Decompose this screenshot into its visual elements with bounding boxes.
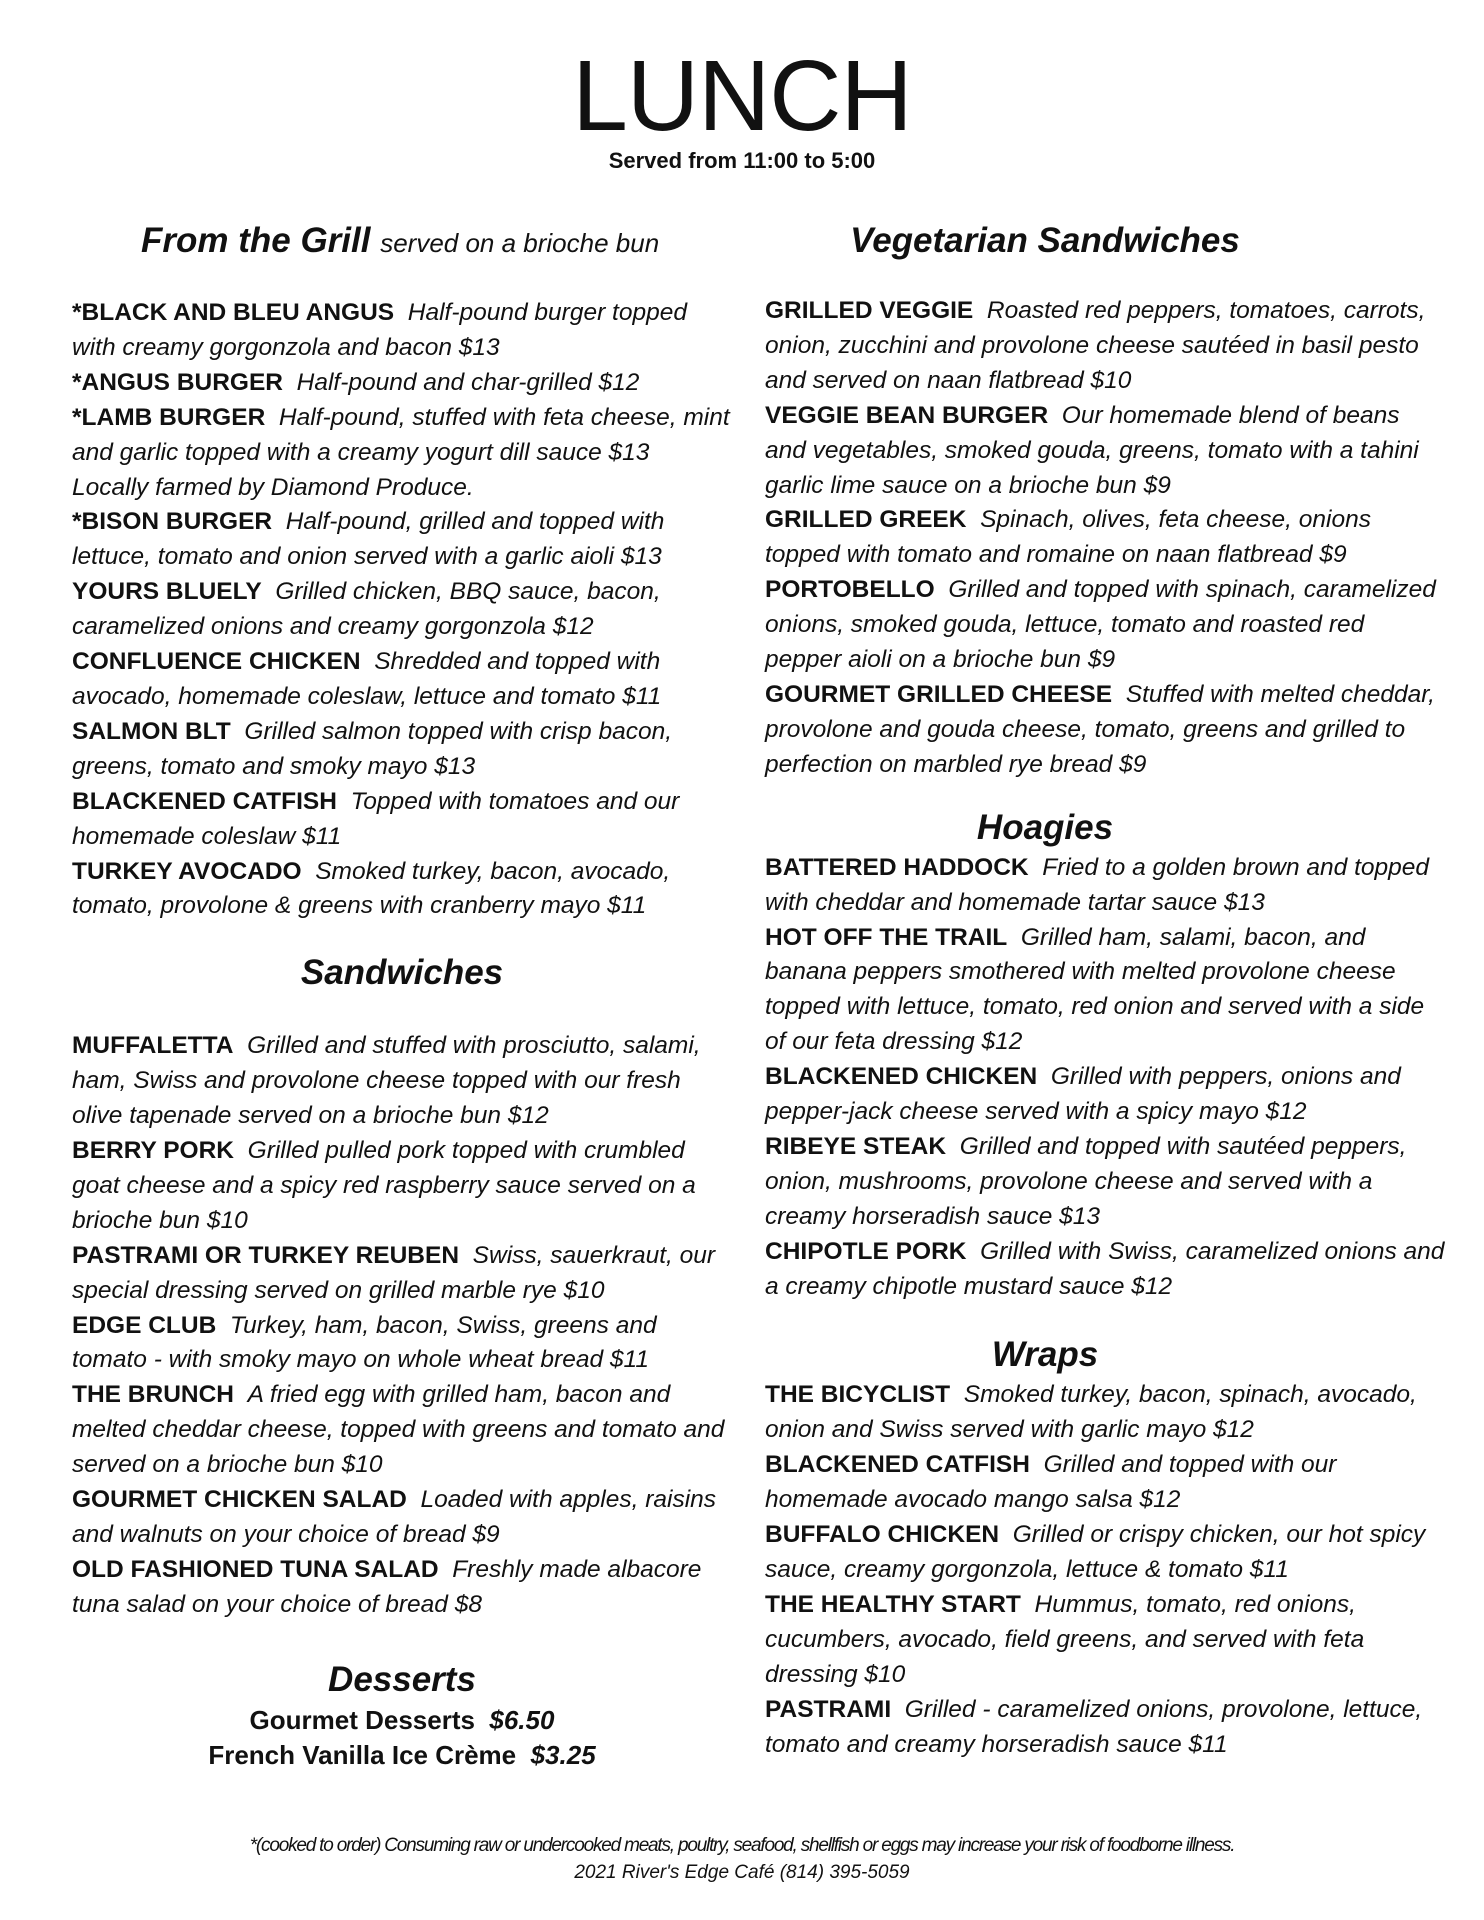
menu-item-name: PORTOBELLO bbox=[765, 576, 935, 604]
menu-item-description: Shredded and topped with avocado, homemade coleslaw, lettuce and tomato $11 bbox=[72, 648, 662, 710]
menu-item bbox=[765, 399, 1445, 504]
menu-item bbox=[765, 1518, 1445, 1588]
menu-item-name: HOT OFF THE TRAIL bbox=[765, 923, 1008, 951]
menu-item-name: *BISON BURGER bbox=[72, 508, 273, 536]
right-column bbox=[765, 218, 1445, 1762]
menu-item-description: Half-pound and char-grilled $12 bbox=[296, 368, 640, 396]
menu-item bbox=[72, 401, 732, 506]
menu-item-name: *LAMB BURGER bbox=[72, 403, 266, 431]
menu-item-description: Hummus, tomato, red onions, cucumbers, avocado, field greens, and served with feta dressing $10 bbox=[765, 1590, 1365, 1688]
menu-item bbox=[765, 503, 1445, 573]
menu-item-description: Stuffed with melted cheddar, provolone and gouda cheese, tomato, greens and grilled to perfection on marbled rye bread $9 bbox=[765, 680, 1435, 778]
menu-item bbox=[765, 1130, 1445, 1235]
menu-item-name: SALMON BLT bbox=[72, 717, 231, 745]
menu-item-description: Our homemade blend of beans and vegetables, smoked gouda, greens, tomato with a tahini garlic lime sauce on a brioche bun $9 bbox=[765, 401, 1419, 499]
wraps-items bbox=[765, 1378, 1445, 1762]
menu-item-description: A fried egg with grilled ham, bacon and melted cheddar cheese, topped with greens and tomato and served on a brioche bun $10 bbox=[72, 1381, 725, 1479]
desserts-items bbox=[72, 1703, 732, 1773]
menu-item-description: Half-pound, stuffed with feta cheese, mint and garlic topped with a creamy yogurt dill sauce $13 Locally farmed by Diamond Produce. bbox=[72, 403, 730, 501]
sandwiches-heading: Sandwiches bbox=[300, 953, 504, 993]
footer-contact: 2021 River's Edge Café (814) 395-5059 bbox=[574, 1862, 910, 1883]
menu-item bbox=[72, 645, 732, 715]
menu-item bbox=[765, 1588, 1445, 1693]
menu-item bbox=[765, 1235, 1445, 1305]
menu-item-name: OLD FASHIONED TUNA SALAD bbox=[72, 1555, 439, 1583]
menu-item bbox=[765, 1693, 1445, 1763]
menu-item-description: Grilled with Swiss, caramelized onions and a creamy chipotle mustard sauce $12 bbox=[765, 1237, 1445, 1300]
dessert-item bbox=[72, 1738, 732, 1773]
footer bbox=[0, 1832, 1484, 1886]
menu-item bbox=[72, 1134, 732, 1239]
menu-item-description: Grilled and stuffed with prosciutto, salami, ham, Swiss and provolone cheese topped with our fresh olive tapenade served on a brioche bun $12 bbox=[72, 1032, 701, 1130]
menu-item-description: Grilled and topped with our homemade avocado mango salsa $12 bbox=[765, 1451, 1337, 1514]
menu-item-name: CONFLUENCE CHICKEN bbox=[72, 648, 361, 676]
menu-item-name: GOURMET CHICKEN SALAD bbox=[72, 1486, 407, 1514]
menu-item-description: Grilled salmon topped with crisp bacon, greens, tomato and smoky mayo $13 bbox=[72, 717, 673, 780]
menu-item-name: BLACKENED CATFISH bbox=[72, 787, 337, 815]
menu-item bbox=[72, 505, 732, 575]
left-column bbox=[72, 218, 732, 1773]
hoagies-heading: Hoagies bbox=[976, 807, 1114, 847]
vegetarian-heading: Vegetarian Sandwiches bbox=[850, 221, 1240, 260]
menu-item bbox=[765, 573, 1445, 678]
menu-item-description: Grilled with peppers, onions and pepper-jack cheese served with a spicy mayo $12 bbox=[765, 1063, 1401, 1126]
menu-item-name: THE HEALTHY START bbox=[765, 1590, 1021, 1618]
menu-item bbox=[72, 715, 732, 785]
menu-item-description: Grilled and topped with sautéed peppers, onion, mushrooms, provolone cheese and served with a creamy horseradish sauce $13 bbox=[765, 1132, 1407, 1230]
wraps-heading: Wraps bbox=[991, 1335, 1099, 1375]
menu-item-name: VEGGIE BEAN BURGER bbox=[765, 401, 1049, 429]
menu-item bbox=[72, 1553, 732, 1623]
menu-item bbox=[72, 785, 732, 855]
menu-item-description: Grilled pulled pork topped with crumbled goat cheese and a spicy red raspberry sauce served on a brioche bun $10 bbox=[72, 1137, 696, 1234]
sandwiches-items bbox=[72, 1029, 732, 1622]
menu-item-name: CHIPOTLE PORK bbox=[765, 1237, 967, 1265]
grill-items bbox=[72, 296, 732, 924]
menu-item bbox=[72, 296, 732, 366]
menu-item-name: EDGE CLUB bbox=[72, 1311, 217, 1339]
menu-item bbox=[72, 1239, 732, 1309]
menu-item bbox=[765, 851, 1445, 921]
menu-item-name: BERRY PORK bbox=[72, 1137, 235, 1165]
menu-item-description: Grilled - caramelized onions, provolone, lettuce, tomato and creamy horseradish sauce $11 bbox=[765, 1695, 1423, 1758]
menu-item-name: *ANGUS BURGER bbox=[72, 368, 283, 396]
menu-item-name: PASTRAMI bbox=[765, 1695, 892, 1723]
menu-item-description: Roasted red peppers, tomatoes, carrots, onion, zucchini and provolone cheese sautéed in basil pesto and served on naan flatbread $10 bbox=[765, 297, 1426, 394]
menu-item bbox=[72, 575, 732, 645]
grill-title: From the Grill bbox=[141, 221, 371, 260]
footer-disclaimer: *(cooked to order) Consuming raw or undercooked meats, poultry, seafood, shellfish or eggs may increase your risk of foodborne illness. bbox=[249, 1835, 1235, 1856]
menu-item-description: Grilled ham, salami, bacon, and banana peppers smothered with melted provolone cheese topped with lettuce, tomato, red onion and served with a side of our feta dressing $12 bbox=[765, 923, 1425, 1056]
dessert-item bbox=[72, 1703, 732, 1738]
menu-item-name: RIBEYE STEAK bbox=[765, 1132, 947, 1160]
menu-item-description: Turkey, ham, bacon, Swiss, greens and tomato - with smoky mayo on whole wheat bread $11 bbox=[72, 1311, 657, 1374]
menu-item-description: Fried to a golden brown and topped with cheddar and homemade tartar sauce $13 bbox=[765, 853, 1430, 916]
dessert-name: Gourmet Desserts bbox=[249, 1704, 475, 1735]
hoagies-items bbox=[765, 851, 1445, 1305]
menu-item-name: BUFFALO CHICKEN bbox=[765, 1521, 1000, 1549]
menu-item-name: THE BRUNCH bbox=[72, 1381, 234, 1409]
dessert-price: $3.25 bbox=[530, 1739, 596, 1770]
menu-item bbox=[72, 855, 732, 925]
menu-item-description: Freshly made albacore tuna salad on your choice of bread $8 bbox=[72, 1555, 702, 1618]
menu-item-name: PASTRAMI OR TURKEY REUBEN bbox=[72, 1241, 460, 1269]
menu-item bbox=[765, 1060, 1445, 1130]
menu-item-name: BLACKENED CATFISH bbox=[765, 1451, 1030, 1479]
menu-item bbox=[765, 678, 1445, 783]
dessert-price: $6.50 bbox=[489, 1704, 555, 1735]
grill-note: served on a brioche bun bbox=[380, 228, 660, 258]
menu-item-name: TURKEY AVOCADO bbox=[72, 857, 302, 885]
menu-item-description: Loaded with apples, raisins and walnuts on your choice of bread $9 bbox=[72, 1486, 717, 1548]
service-hours: Served from 11:00 to 5:00 bbox=[608, 148, 876, 173]
menu-item bbox=[72, 366, 732, 401]
menu-item-description: Grilled and topped with spinach, caramelized onions, smoked gouda, lettuce, tomato and roasted red pepper aioli on a brioche bun $9 bbox=[765, 576, 1436, 674]
menu-item-description: Half-pound burger topped with creamy gorgonzola and bacon $13 bbox=[72, 299, 687, 361]
menu-item bbox=[765, 1378, 1445, 1448]
menu-item-name: GRILLED VEGGIE bbox=[765, 297, 974, 324]
menu-item bbox=[72, 1029, 732, 1134]
menu-item-name: THE BICYCLIST bbox=[765, 1381, 951, 1409]
dessert-name: French Vanilla Ice Crème bbox=[208, 1739, 517, 1770]
menu-item-description: Smoked turkey, bacon, avocado, tomato, provolone & greens with cranberry mayo $11 bbox=[72, 857, 671, 920]
menu-item bbox=[72, 1483, 732, 1553]
menu-item-description: Grilled or crispy chicken, our hot spicy sauce, creamy gorgonzola, lettuce & tomato $11 bbox=[765, 1521, 1426, 1583]
vegetarian-items bbox=[765, 294, 1445, 783]
menu-item-name: GOURMET GRILLED CHEESE bbox=[765, 680, 1113, 708]
desserts-heading: Desserts bbox=[328, 1659, 476, 1699]
menu-item bbox=[765, 1448, 1445, 1518]
menu-item-description: Swiss, sauerkraut, our special dressing served on grilled marble rye $10 bbox=[72, 1241, 716, 1304]
menu-item bbox=[72, 1309, 732, 1379]
menu-item-description: Smoked turkey, bacon, spinach, avocado, onion and Swiss served with garlic mayo $12 bbox=[765, 1381, 1417, 1444]
menu-item-name: *BLACK AND BLEU ANGUS bbox=[72, 299, 395, 326]
menu-item-description: Half-pound, grilled and topped with lettuce, tomato and onion served with a garlic aioli $13 bbox=[72, 508, 665, 571]
menu-item-description: Topped with tomatoes and our homemade coleslaw $11 bbox=[72, 787, 680, 850]
menu-item-description: Grilled chicken, BBQ sauce, bacon, caramelized onions and creamy gorgonzola $12 bbox=[72, 578, 661, 641]
menu-item-name: YOURS BLUELY bbox=[72, 578, 262, 606]
menu-item bbox=[765, 294, 1445, 399]
menu-item-name: GRILLED GREEK bbox=[765, 506, 967, 534]
menu-item-name: BATTERED HADDOCK bbox=[765, 853, 1029, 881]
menu-item-name: BLACKENED CHICKEN bbox=[765, 1063, 1038, 1091]
page-title: LUNCH bbox=[572, 40, 912, 152]
menu-item bbox=[72, 1378, 732, 1483]
menu-item bbox=[765, 921, 1445, 1061]
menu-item-description: Spinach, olives, feta cheese, onions topped with tomato and romaine on naan flatbread $9 bbox=[765, 506, 1371, 569]
grill-section-heading bbox=[72, 218, 732, 266]
menu-item-name: MUFFALETTA bbox=[72, 1032, 234, 1060]
